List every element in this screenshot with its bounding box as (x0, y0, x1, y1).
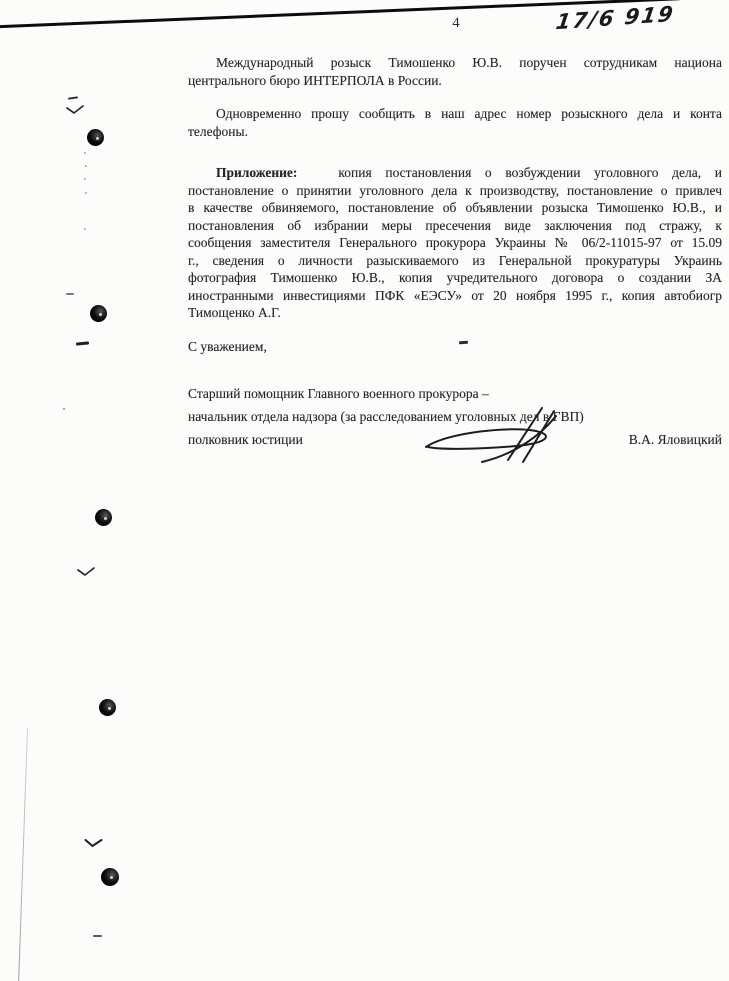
signer-rank: полковник юстиции (188, 432, 303, 447)
text-line: Международный розыск Тимошенко Ю.В. поручен сотрудникам национа (216, 55, 722, 70)
text-line: постановление о принятии уголовного дела к производству, постановление о привлеч (188, 182, 722, 198)
pen-dash-mark (68, 96, 78, 99)
scan-speck (84, 178, 86, 180)
punch-hole-mark (99, 699, 116, 716)
text-line: г., сведения о личности разыскиваемого из Генеральной прокуратуры Украинь (188, 252, 722, 268)
text-line: сообщения заместителя Генерального прокурора Украины № 06/2-11015-97 от 15.09 (188, 235, 722, 250)
letter-body (188, 54, 722, 454)
text-line: в качестве обвиняемого, постановление об объявлении розыска Тимошенко Ю.В., и (188, 200, 722, 215)
paragraphs-container (188, 54, 722, 322)
punch-hole-mark (90, 305, 107, 322)
paragraph (188, 54, 722, 89)
check-mark (77, 567, 95, 577)
scan-fold-line (18, 728, 28, 981)
signer-title-line-1: Старший помощник Главного военного прокурора – (188, 386, 489, 401)
scan-speck (63, 408, 65, 410)
page-number: 4 (452, 15, 460, 31)
paragraph (188, 164, 722, 322)
text-line: постановления об избрании меры пресечения виде заключения под стражу, к (188, 217, 722, 233)
paragraph (188, 105, 722, 140)
text-line: Одновременно прошу сообщить в наш адрес номер розыскного дела и конта (216, 106, 722, 121)
check-mark (84, 838, 103, 848)
pen-dash-mark (66, 293, 74, 295)
scan-speck (84, 152, 86, 154)
text-line: иностранными инвестициями ПФК «ЕЭСУ» от 20 ноября 1995 г., копия автобиогр (188, 287, 722, 303)
text-line: Приложение: копия постановления о возбуждении уголовного дела, и (216, 165, 722, 180)
pen-dash-mark (93, 935, 102, 937)
scan-speck (85, 192, 87, 194)
text-line: телефоны. (188, 123, 248, 139)
text-line: центрального бюро ИНТЕРПОЛА в России. (188, 72, 442, 88)
punch-hole-mark (87, 129, 104, 146)
pen-dash-mark (76, 341, 89, 345)
handwritten-signature (420, 402, 578, 466)
signer-title-line-2: начальник отдела надзора (за расследованием уголовных дел в ГВП) (188, 409, 584, 424)
text-line: Тимощенко А.Г. (188, 305, 281, 320)
signer-name: В.А. Яловицкий (628, 432, 722, 447)
handwritten-folio-note: 17/6 919 (554, 1, 677, 35)
punch-hole-mark (95, 509, 112, 526)
check-mark (66, 105, 84, 115)
punch-hole-mark (101, 868, 119, 886)
pen-dash-mark (459, 341, 468, 345)
salutation: С уважением, (188, 338, 267, 354)
text-line: фотография Тимошенко Ю.В., копия учредительного договора о создании ЗА (188, 270, 722, 285)
scan-speck (85, 165, 87, 167)
scan-speck (84, 228, 86, 230)
